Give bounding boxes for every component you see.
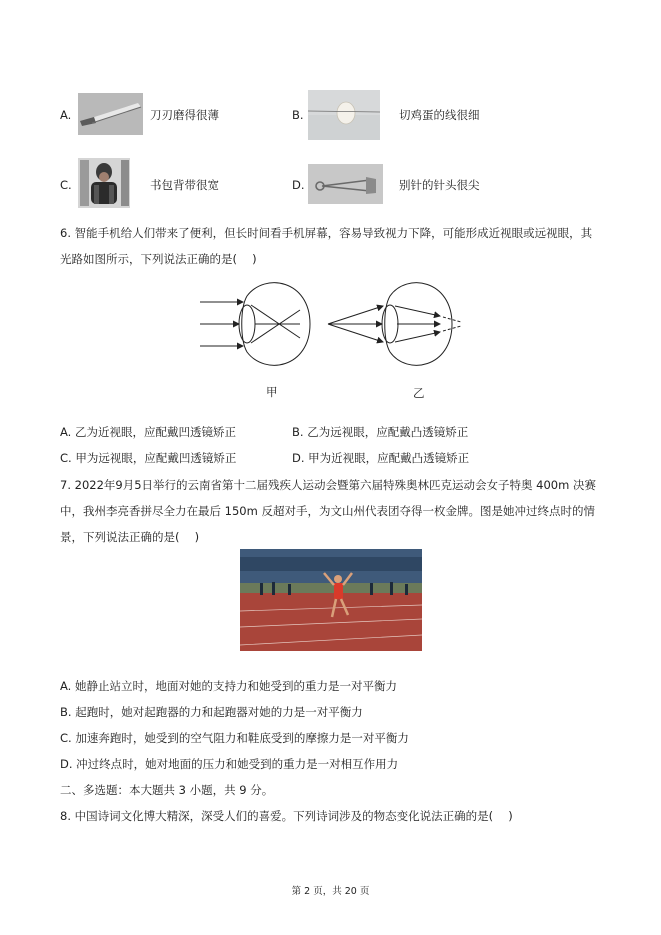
q5-option-a-letter: A. [60, 108, 72, 122]
eye-right [328, 283, 461, 366]
runner-finish-photo [240, 549, 422, 651]
q5-option-d-text: 别针的针头很尖 [399, 178, 480, 192]
q6-option-c: C. 甲为远视眼，应配戴凹透镜矫正 [60, 451, 237, 465]
q7-stem-line-2: 中，我州李亮香拼尽全力在最后 150m 反超对手，为文山州代表团夺得一枚金牌。图是她冲过终点时的情 [60, 504, 595, 518]
eye-diagram [195, 272, 475, 397]
diagram-label-right: 乙 [413, 386, 425, 400]
backpack-photo [78, 158, 130, 208]
q8-stem-line-1: 8. 中国诗词文化博大精深，深受人们的喜爱。下列诗词涉及的物态变化说法正确的是( ) [60, 809, 513, 823]
q7-option-a: A. 她静止站立时，地面对她的支持力和她受到的重力是一对平衡力 [60, 679, 397, 693]
q6-option-d: D. 甲为近视眼，应配戴凸透镜矫正 [292, 451, 470, 465]
q7-stem-line-1: 7. 2022年9月5日举行的云南省第十二届残疾人运动会暨第六届特殊奥林匹克运动会女子特奥 400m 决赛 [60, 478, 596, 492]
page-footer: 第 2 页，共 20 页 [291, 886, 370, 897]
q7-option-d: D. 冲过终点时，她对地面的压力和她受到的重力是一对相互作用力 [60, 757, 399, 771]
q7-option-c: C. 加速奔跑时，她受到的空气阻力和鞋底受到的摩擦力是一对平衡力 [60, 731, 409, 745]
diagram-label-left: 甲 [266, 385, 278, 399]
section-heading-multiple-choice: 二、多选题：本大题共 3 小题，共 9 分。 [60, 783, 274, 797]
q7-stem-line-3: 景，下列说法正确的是( ) [60, 530, 200, 544]
q5-option-d-letter: D. [292, 178, 305, 192]
knife-photo [78, 93, 143, 135]
safety-pin-photo [308, 164, 383, 204]
egg-wire-photo [308, 90, 380, 140]
q5-option-c-text: 书包背带很宽 [150, 178, 219, 192]
q5-option-b-text: 切鸡蛋的线很细 [399, 108, 480, 122]
q5-option-a-text: 刀刃磨得很薄 [150, 108, 219, 122]
q7-option-b: B. 起跑时，她对起跑器的力和起跑器对她的力是一对平衡力 [60, 705, 363, 719]
q6-option-b: B. 乙为远视眼，应配戴凸透镜矫正 [292, 425, 469, 439]
q5-option-b-letter: B. [292, 108, 304, 122]
q6-stem-line-2: 光路如图所示，下列说法正确的是( ) [60, 252, 257, 266]
q6-stem-line-1: 6. 智能手机给人们带来了便利，但长时间看手机屏幕，容易导致视力下降，可能形成近视眼或远视眼，其 [60, 226, 593, 240]
q5-option-c-letter: C. [60, 178, 72, 192]
q6-option-a: A. 乙为近视眼，应配戴凹透镜矫正 [60, 425, 236, 439]
eye-left [200, 283, 310, 366]
